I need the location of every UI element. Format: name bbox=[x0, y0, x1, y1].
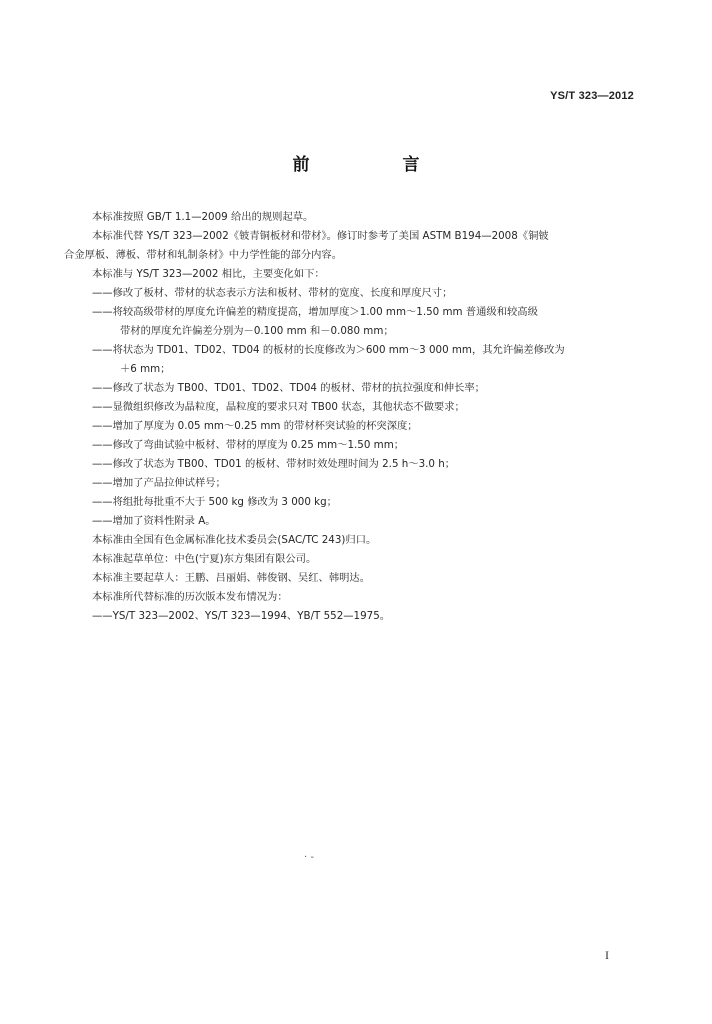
paragraph-line: 本标准代替 YS/T 323—2002《铍青铜板材和带材》。修订时参考了美国 ASTM B194—2008《铜铍 bbox=[92, 230, 549, 242]
paragraph-line: 本标准由全国有色金属标准化技术委员会(SAC/TC 243)归口。 bbox=[92, 534, 377, 546]
paragraph-line: 合金厚板、薄板、带材和轧制条材》中力学性能的部分内容。 bbox=[64, 249, 343, 261]
page-number: I bbox=[605, 948, 609, 962]
list-item: ——修改了弯曲试验中板材、带材的厚度为 0.25 mm～1.50 mm； bbox=[92, 439, 405, 451]
list-item: ——修改了状态为 TB00、TD01、TD02、TD04 的板材、带材的抗拉强度和伸长率； bbox=[92, 382, 485, 394]
scan-artifact: · - bbox=[304, 852, 314, 863]
foreword-body bbox=[64, 208, 648, 626]
list-item-continuation: ＋6 mm； bbox=[120, 363, 171, 375]
list-item: ——增加了产品拉伸试样号； bbox=[92, 477, 226, 489]
paragraph-line: 本标准按照 GB/T 1.1—2009 给出的规则起草。 bbox=[92, 211, 314, 223]
list-item: ——增加了资料性附录 A。 bbox=[92, 515, 216, 527]
standard-code: YS/T 323—2012 bbox=[550, 90, 634, 102]
paragraph-line: 本标准所代替标准的历次版本发布情况为： bbox=[92, 591, 288, 603]
list-item: ——将较高级带材的厚度允许偏差的精度提高，增加厚度＞1.00 mm～1.50 mm 普通级和较高级 bbox=[92, 306, 538, 318]
list-item: ——修改了状态为 TB00、TD01 的板材、带材时效处理时间为 2.5 h～3.0 h； bbox=[92, 458, 456, 470]
list-item: ——YS/T 323—2002、YS/T 323—1994、YB/T 552—1975。 bbox=[92, 610, 391, 622]
paragraph-line: 本标准起草单位：中色(宁夏)东方集团有限公司。 bbox=[92, 553, 317, 565]
list-item: ——将状态为 TD01、TD02、TD04 的板材的长度修改为＞600 mm～3 000 mm，其允许偏差修改为 bbox=[92, 344, 565, 356]
list-item-continuation: 带材的厚度允许偏差分别为－0.100 mm 和－0.080 mm； bbox=[120, 325, 394, 337]
list-item: ——显微组织修改为晶粒度，晶粒度的要求只对 TB00 状态，其他状态不做要求； bbox=[92, 401, 465, 413]
list-item: ——修改了板材、带材的状态表示方法和板材、带材的宽度、长度和厚度尺寸； bbox=[92, 287, 453, 299]
paragraph-line: 本标准主要起草人：王鹏、吕丽娟、韩俊钢、吴红、韩明达。 bbox=[92, 572, 371, 584]
list-item: ——将组批每批重不大于 500 kg 修改为 3 000 kg； bbox=[92, 496, 337, 508]
page-title: 前 言 bbox=[292, 155, 458, 175]
paragraph-line: 本标准与 YS/T 323—2002 相比，主要变化如下： bbox=[92, 268, 325, 280]
list-item: ——增加了厚度为 0.05 mm～0.25 mm 的带材杯突试验的杯突深度； bbox=[92, 420, 418, 432]
